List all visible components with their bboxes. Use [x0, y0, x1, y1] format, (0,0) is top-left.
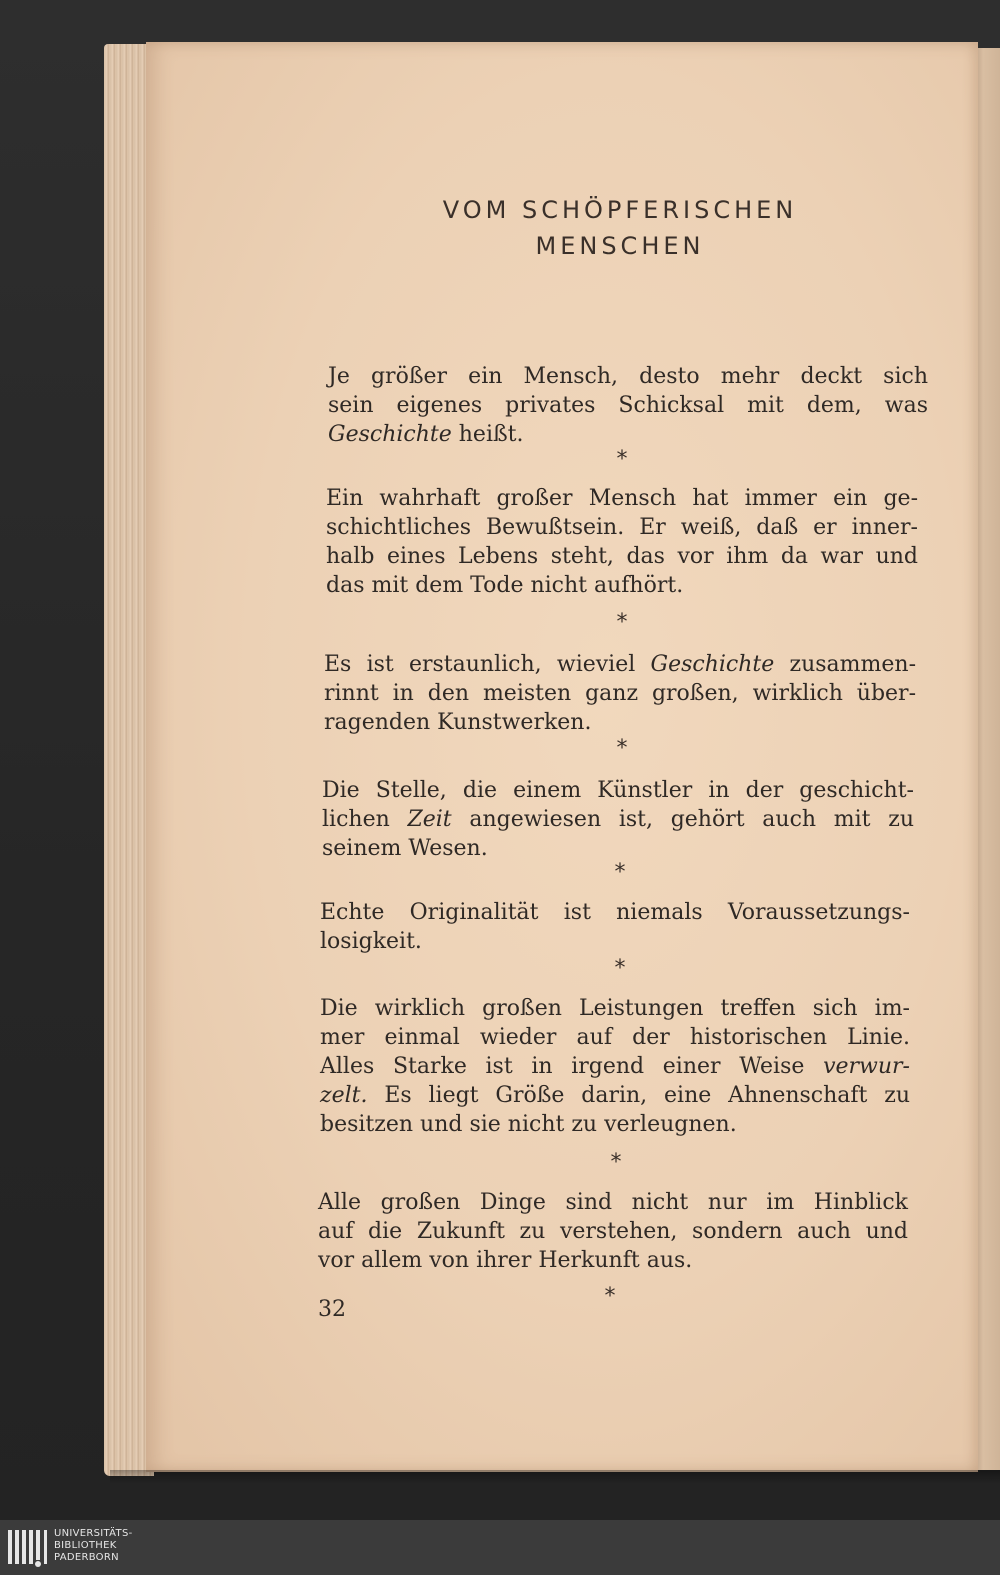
text-segment: Es liegt Größe darin, eine Ahnenschaft zu [367, 1083, 910, 1108]
emphasized-text: zelt. [320, 1083, 368, 1108]
text-segment: mer einmal wieder auf der historischen Linie. [320, 1025, 910, 1050]
paragraph-7 [318, 1188, 908, 1275]
text-line [318, 1188, 908, 1217]
text-line [326, 542, 918, 571]
text-segment: lichen [322, 807, 408, 832]
page-title [300, 192, 940, 264]
separator-asterisk: * [616, 736, 628, 761]
text-segment: Echte Originalität ist niemals Voraussetzungs- [320, 900, 910, 925]
separator-asterisk: * [614, 860, 626, 885]
text-line [324, 708, 916, 737]
text-segment: halb eines Lebens steht, das vor ihm da war und [326, 544, 918, 569]
title-line-1: VOM SCHÖPFERISCHEN [442, 196, 798, 224]
text-segment: Die wirklich großen Leistungen treffen sich im- [320, 996, 910, 1021]
text-line [320, 994, 910, 1023]
paragraph-1 [328, 362, 928, 449]
text-line [326, 513, 918, 542]
text-line [322, 776, 914, 805]
emphasized-text: verwur- [823, 1054, 910, 1079]
text-line [326, 571, 918, 600]
text-line [328, 420, 928, 449]
paragraph-6 [320, 994, 910, 1139]
text-segment: losigkeit. [320, 929, 422, 954]
text-segment: schichtliches Bewußtsein. Er weiß, daß er inner- [326, 515, 918, 540]
text-segment: Die Stelle, die einem Künstler in der geschicht- [322, 778, 914, 803]
text-segment: Alles Starke ist in irgend einer Weise [320, 1054, 824, 1079]
paragraph-2 [326, 484, 918, 600]
text-segment: Ein wahrhaft großer Mensch hat immer ein ge- [326, 486, 918, 511]
emphasized-text: Geschichte [328, 422, 452, 447]
text-line [326, 484, 918, 513]
separator-asterisk: * [610, 1150, 622, 1175]
paragraph-4 [322, 776, 914, 863]
text-line [324, 679, 916, 708]
title-line-2: MENSCHEN [535, 232, 705, 260]
library-footer [0, 1520, 1000, 1575]
text-segment: Es ist erstaunlich, wieviel [324, 652, 651, 677]
text-segment: Alle großen Dinge sind nicht nur im Hinblick [318, 1190, 908, 1215]
text-segment: ragenden Kunstwerken. [324, 710, 592, 735]
text-segment: zusammen- [774, 652, 916, 677]
text-segment: vor allem von ihrer Herkunft aus. [318, 1248, 693, 1273]
library-logo-icon [6, 1528, 50, 1568]
text-line [320, 927, 910, 956]
text-segment: angewiesen ist, gehört auch mit zu [451, 807, 914, 832]
text-line [322, 834, 914, 863]
text-segment: heißt. [451, 422, 524, 447]
text-segment: sein eigenes privates Schicksal mit dem, was [328, 393, 928, 418]
text-line [318, 1246, 908, 1275]
text-line [328, 362, 928, 391]
paragraph-5 [320, 898, 910, 956]
text-line [320, 1081, 910, 1110]
paragraph-3 [324, 650, 916, 737]
library-name-line: UNIVERSITÄTS- [54, 1528, 133, 1539]
separator-asterisk: * [616, 610, 628, 635]
text-segment: rinnt in den meisten ganz großen, wirklich über- [324, 681, 916, 706]
separator-asterisk: * [616, 447, 628, 472]
emphasized-text: Geschichte [650, 652, 775, 677]
text-line [328, 391, 928, 420]
text-segment: Je größer ein Mensch, desto mehr deckt sich [328, 364, 928, 389]
emphasized-text: Zeit [407, 807, 452, 832]
text-line [320, 1052, 910, 1081]
text-segment: das mit dem Tode nicht aufhört. [326, 573, 684, 598]
library-name-line: BIBLIOTHEK [54, 1540, 117, 1551]
text-segment: auf die Zukunft zu verstehen, sondern auch und [318, 1219, 908, 1244]
library-name [54, 1528, 133, 1564]
text-segment: seinem Wesen. [322, 836, 488, 861]
text-line [322, 805, 914, 834]
text-line [320, 898, 910, 927]
text-line [320, 1110, 910, 1139]
text-line [324, 650, 916, 679]
text-segment: besitzen und sie nicht zu verleugnen. [320, 1112, 737, 1137]
separator-asterisk: * [604, 1284, 616, 1309]
library-name-line: PADERBORN [54, 1552, 119, 1563]
text-line [320, 1023, 910, 1052]
separator-asterisk: * [614, 956, 626, 981]
text-line [318, 1217, 908, 1246]
page-number: 32 [318, 1297, 346, 1322]
page-shadow [110, 1470, 1000, 1484]
